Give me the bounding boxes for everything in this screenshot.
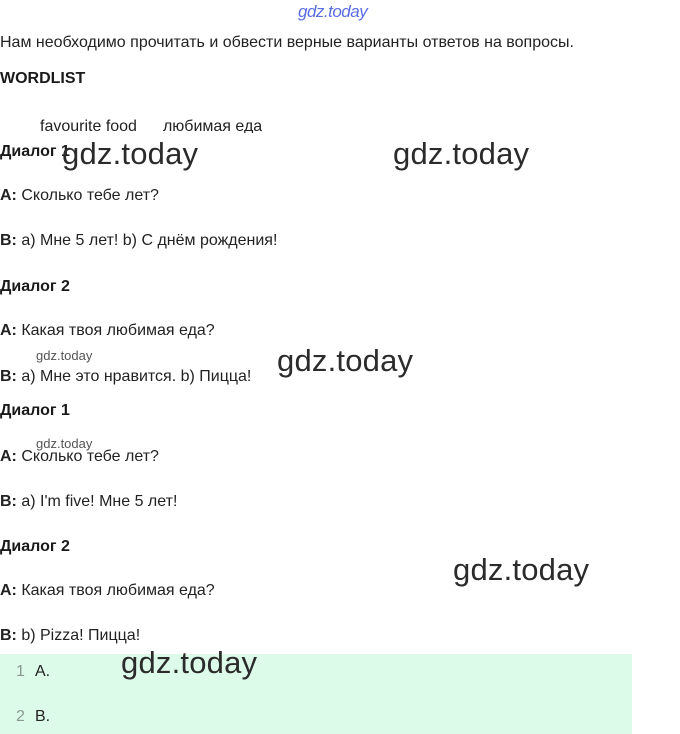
speaker-label: A: — [0, 187, 17, 204]
dialog-line-b — [0, 232, 277, 250]
dialog-line-a — [0, 187, 159, 205]
dialog-title: Диалог 2 — [0, 278, 70, 295]
site-title[interactable]: gdz.today — [298, 2, 368, 21]
dialog-line-b — [0, 627, 140, 645]
wordlist-term: favourite food — [40, 118, 137, 133]
speaker-label: A: — [0, 582, 17, 599]
dialog-title: Диалог 1 — [0, 143, 70, 160]
answer-value: B. — [35, 708, 51, 725]
dialog-line-b — [0, 368, 251, 386]
speaker-label: B: — [0, 627, 17, 644]
watermark: gdz.today — [36, 348, 93, 363]
wordlist-translation: любимая еда — [162, 118, 263, 133]
watermark: gdz.today — [36, 436, 93, 451]
dialog-title: Диалог 1 — [0, 402, 70, 419]
line-text: b) Pizza! Пицца! — [16, 627, 141, 644]
line-text: Сколько тебе лет? — [16, 187, 159, 204]
answers-block — [0, 654, 632, 734]
intro-text: Нам необходимо прочитать и обвести верные варианты ответов на вопросы. — [0, 34, 574, 51]
dialog-line-a — [0, 582, 215, 600]
speaker-label: B: — [0, 493, 17, 510]
watermark: gdz.today — [277, 343, 414, 378]
dialog-line-a — [0, 322, 215, 340]
wordlist-entry — [40, 118, 262, 133]
speaker-label: A: — [0, 448, 17, 465]
line-text: a) Мне это нравится. b) Пицца! — [16, 368, 252, 385]
dialog-line-b — [0, 493, 177, 511]
line-text: Какая твоя любимая еда? — [16, 322, 215, 339]
answer-value: A. — [35, 663, 51, 680]
line-text: a) Мне 5 лет! b) С днём рождения! — [16, 232, 278, 249]
speaker-label: B: — [0, 232, 17, 249]
answer-number: 2 — [16, 708, 25, 725]
line-text: a) I'm five! Мне 5 лет! — [16, 493, 178, 510]
line-text: Сколько тебе лет? — [16, 448, 159, 465]
watermark: gdz.today — [393, 136, 530, 171]
speaker-label: A: — [0, 322, 17, 339]
dialog-title: Диалог 2 — [0, 538, 70, 555]
watermark: gdz.today — [453, 552, 590, 587]
answer-number: 1 — [16, 663, 25, 680]
watermark: gdz.today — [62, 136, 199, 171]
line-text: Какая твоя любимая еда? — [16, 582, 215, 599]
watermark: gdz.today — [121, 645, 258, 680]
wordlist-heading: WORDLIST — [0, 70, 86, 87]
speaker-label: B: — [0, 368, 17, 385]
